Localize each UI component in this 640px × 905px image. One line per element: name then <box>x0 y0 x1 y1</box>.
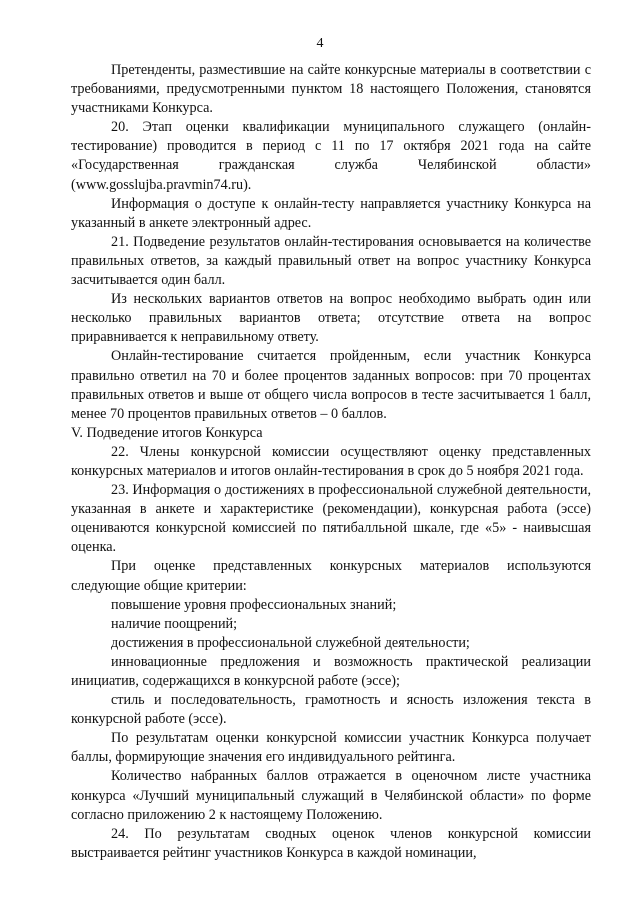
paragraph-participants: Претенденты, разместившие на сайте конкурсные материалы в соответствии с требованиями, предусмотренными пунктом 18 настоящего Положения, становятся участниками Конкурса. <box>71 62 591 117</box>
document-body <box>71 61 591 863</box>
criteria-item: повышение уровня профессиональных знаний; <box>111 596 397 613</box>
paragraph-24-ranking: 24. По результатам сводных оценок членов конкурсной комиссии выстраивается рейтинг участников Конкурса в каждой номинации, <box>71 825 591 861</box>
criteria-item: достижения в профессиональной служебной деятельности; <box>111 634 470 651</box>
criteria-item: наличие поощрений; <box>111 615 238 632</box>
paragraph-23-scoring: 23. Информация о достижениях в профессиональной служебной деятельности, указанная в анкете и характеристике (рекомендации), конкурсная работа (эссе) оцениваются конкурсной комиссией по пятибалльной шкале, где «5» - наивысшая оценка. <box>71 482 591 556</box>
paragraph-score-sheet: Количество набранных баллов отражается в оценочном листе участника конкурса «Лучший муниципальный служащий в Челябинской области» по форме согласно приложению 2 к настоящему Положению. <box>71 768 591 823</box>
criteria-item: стиль и последовательность, грамотность и ясность изложения текста в конкурсной работе (эссе). <box>71 692 591 728</box>
paragraph-testing-passed: Онлайн-тестирование считается пройденным, если участник Конкурса правильно ответил на 70 и более процентов заданных вопросов: при 70 процентах правильных ответов и выше от общего числа вопросов в тесте засчитывается 1 балл, менее 70 процентов правильных ответов – 0 баллов. <box>71 348 591 422</box>
section-title: V. Подведение итогов Конкурса <box>71 424 263 441</box>
paragraph-individual-rating: По результатам оценки конкурсной комиссии участник Конкурса получает баллы, формирующие значения его индивидуального рейтинга. <box>71 730 591 766</box>
criteria-item: инновационные предложения и возможность практической реализации инициатив, содержащихся в конкурсной работе (эссе); <box>71 653 591 689</box>
paragraph-22-evaluation: 22. Члены конкурсной комиссии осуществляют оценку представленных конкурсных материалов и итогов онлайн-тестирования в срок до 5 ноября 2021 года. <box>71 443 591 479</box>
paragraph-20-online-testing-period: 20. Этап оценки квалификации муниципального служащего (онлайн-тестирование) проводится в период с 11 по 17 октября 2021 года на сайте «Государственная гражданская служба Челябинской области» (www.gosslujba.pravmin74.ru). <box>71 119 591 193</box>
paragraph-criteria-intro: При оценке представленных конкурсных материалов используются следующие общие критерии: <box>71 558 591 594</box>
page-number: 4 <box>316 36 324 51</box>
paragraph-test-access-info: Информация о доступе к онлайн-тесту направляется участнику Конкурса на указанный в анкете электронный адрес. <box>71 195 591 231</box>
paragraph-21-testing-results: 21. Подведение результатов онлайн-тестирования основывается на количестве правильных ответов, за каждый правильный ответ на вопрос участнику Конкурса засчитывается один балл. <box>71 233 591 289</box>
paragraph-answer-options: Из нескольких вариантов ответов на вопрос необходимо выбрать один или несколько правильных вариантов ответа; отсутствие ответа на вопрос приравнивается к неправильному ответу. <box>71 291 591 346</box>
